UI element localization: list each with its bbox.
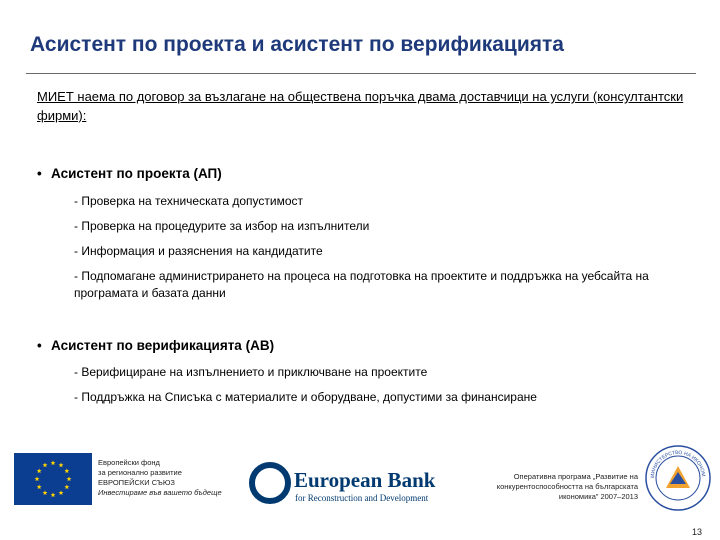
eu-fund-line: Европейски фонд [98, 458, 160, 467]
section-1-item-3: - Информация и разяснения на кандидатите [74, 244, 323, 258]
ebrd-name: European Bank [294, 468, 436, 492]
section-heading-label: Асистент по верификацията (АВ) [51, 338, 275, 353]
section-heading-project-assistant [37, 166, 222, 181]
title-divider [26, 73, 696, 74]
section-heading-verification-assistant [37, 338, 274, 353]
bullet-marker: • [37, 166, 42, 181]
section-1-item-2: - Проверка на процедурите за избор на изпълнители [74, 219, 370, 233]
intro-text: МИЕТ наема по договор за възлагане на обществена поръчка двама доставчици на услуги (консултантски фирми): [37, 89, 684, 123]
section-2-item-2: - Поддръжка на Списъка с материалите и оборудване, допустими за финансиране [74, 390, 537, 404]
eu-fund-text [98, 458, 238, 498]
ministry-seal-icon [644, 444, 712, 512]
bullet-marker: • [37, 338, 42, 353]
slide-title: Асистент по проекта и асистент по верификацията [30, 33, 564, 56]
eu-fund-line: за регионално развитие [98, 468, 182, 477]
ebrd-subtitle: for Reconstruction and Development [295, 493, 429, 503]
section-heading-label: Асистент по проекта (АП) [51, 166, 222, 181]
eu-tagline: Инвестираме във вашето бъдеще [98, 488, 222, 497]
section-1-item-1: - Проверка на техническата допустимост [74, 194, 304, 208]
eu-flag-icon [14, 453, 92, 505]
section-1-item-4: - Подпомагане администрирането на процеса на подготовка на проектите и поддръжка на уебсайта на програмата и базата данни [74, 269, 649, 300]
eu-fund-line: ЕВРОПЕЙСКИ СЪЮЗ [98, 478, 175, 487]
seal-text: МИНИСТЕРСТВО НА ИКОНОМ [649, 449, 707, 479]
ebrd-logo-icon [248, 458, 468, 508]
page-number: 13 [692, 527, 703, 537]
operational-programme-text: Оперативна програма „Развитие на конкурентоспособността на българската икономика” 2007–2013 [496, 472, 638, 501]
section-2-item-1: - Верифициране на изпълнението и приключване на проектите [74, 365, 428, 379]
